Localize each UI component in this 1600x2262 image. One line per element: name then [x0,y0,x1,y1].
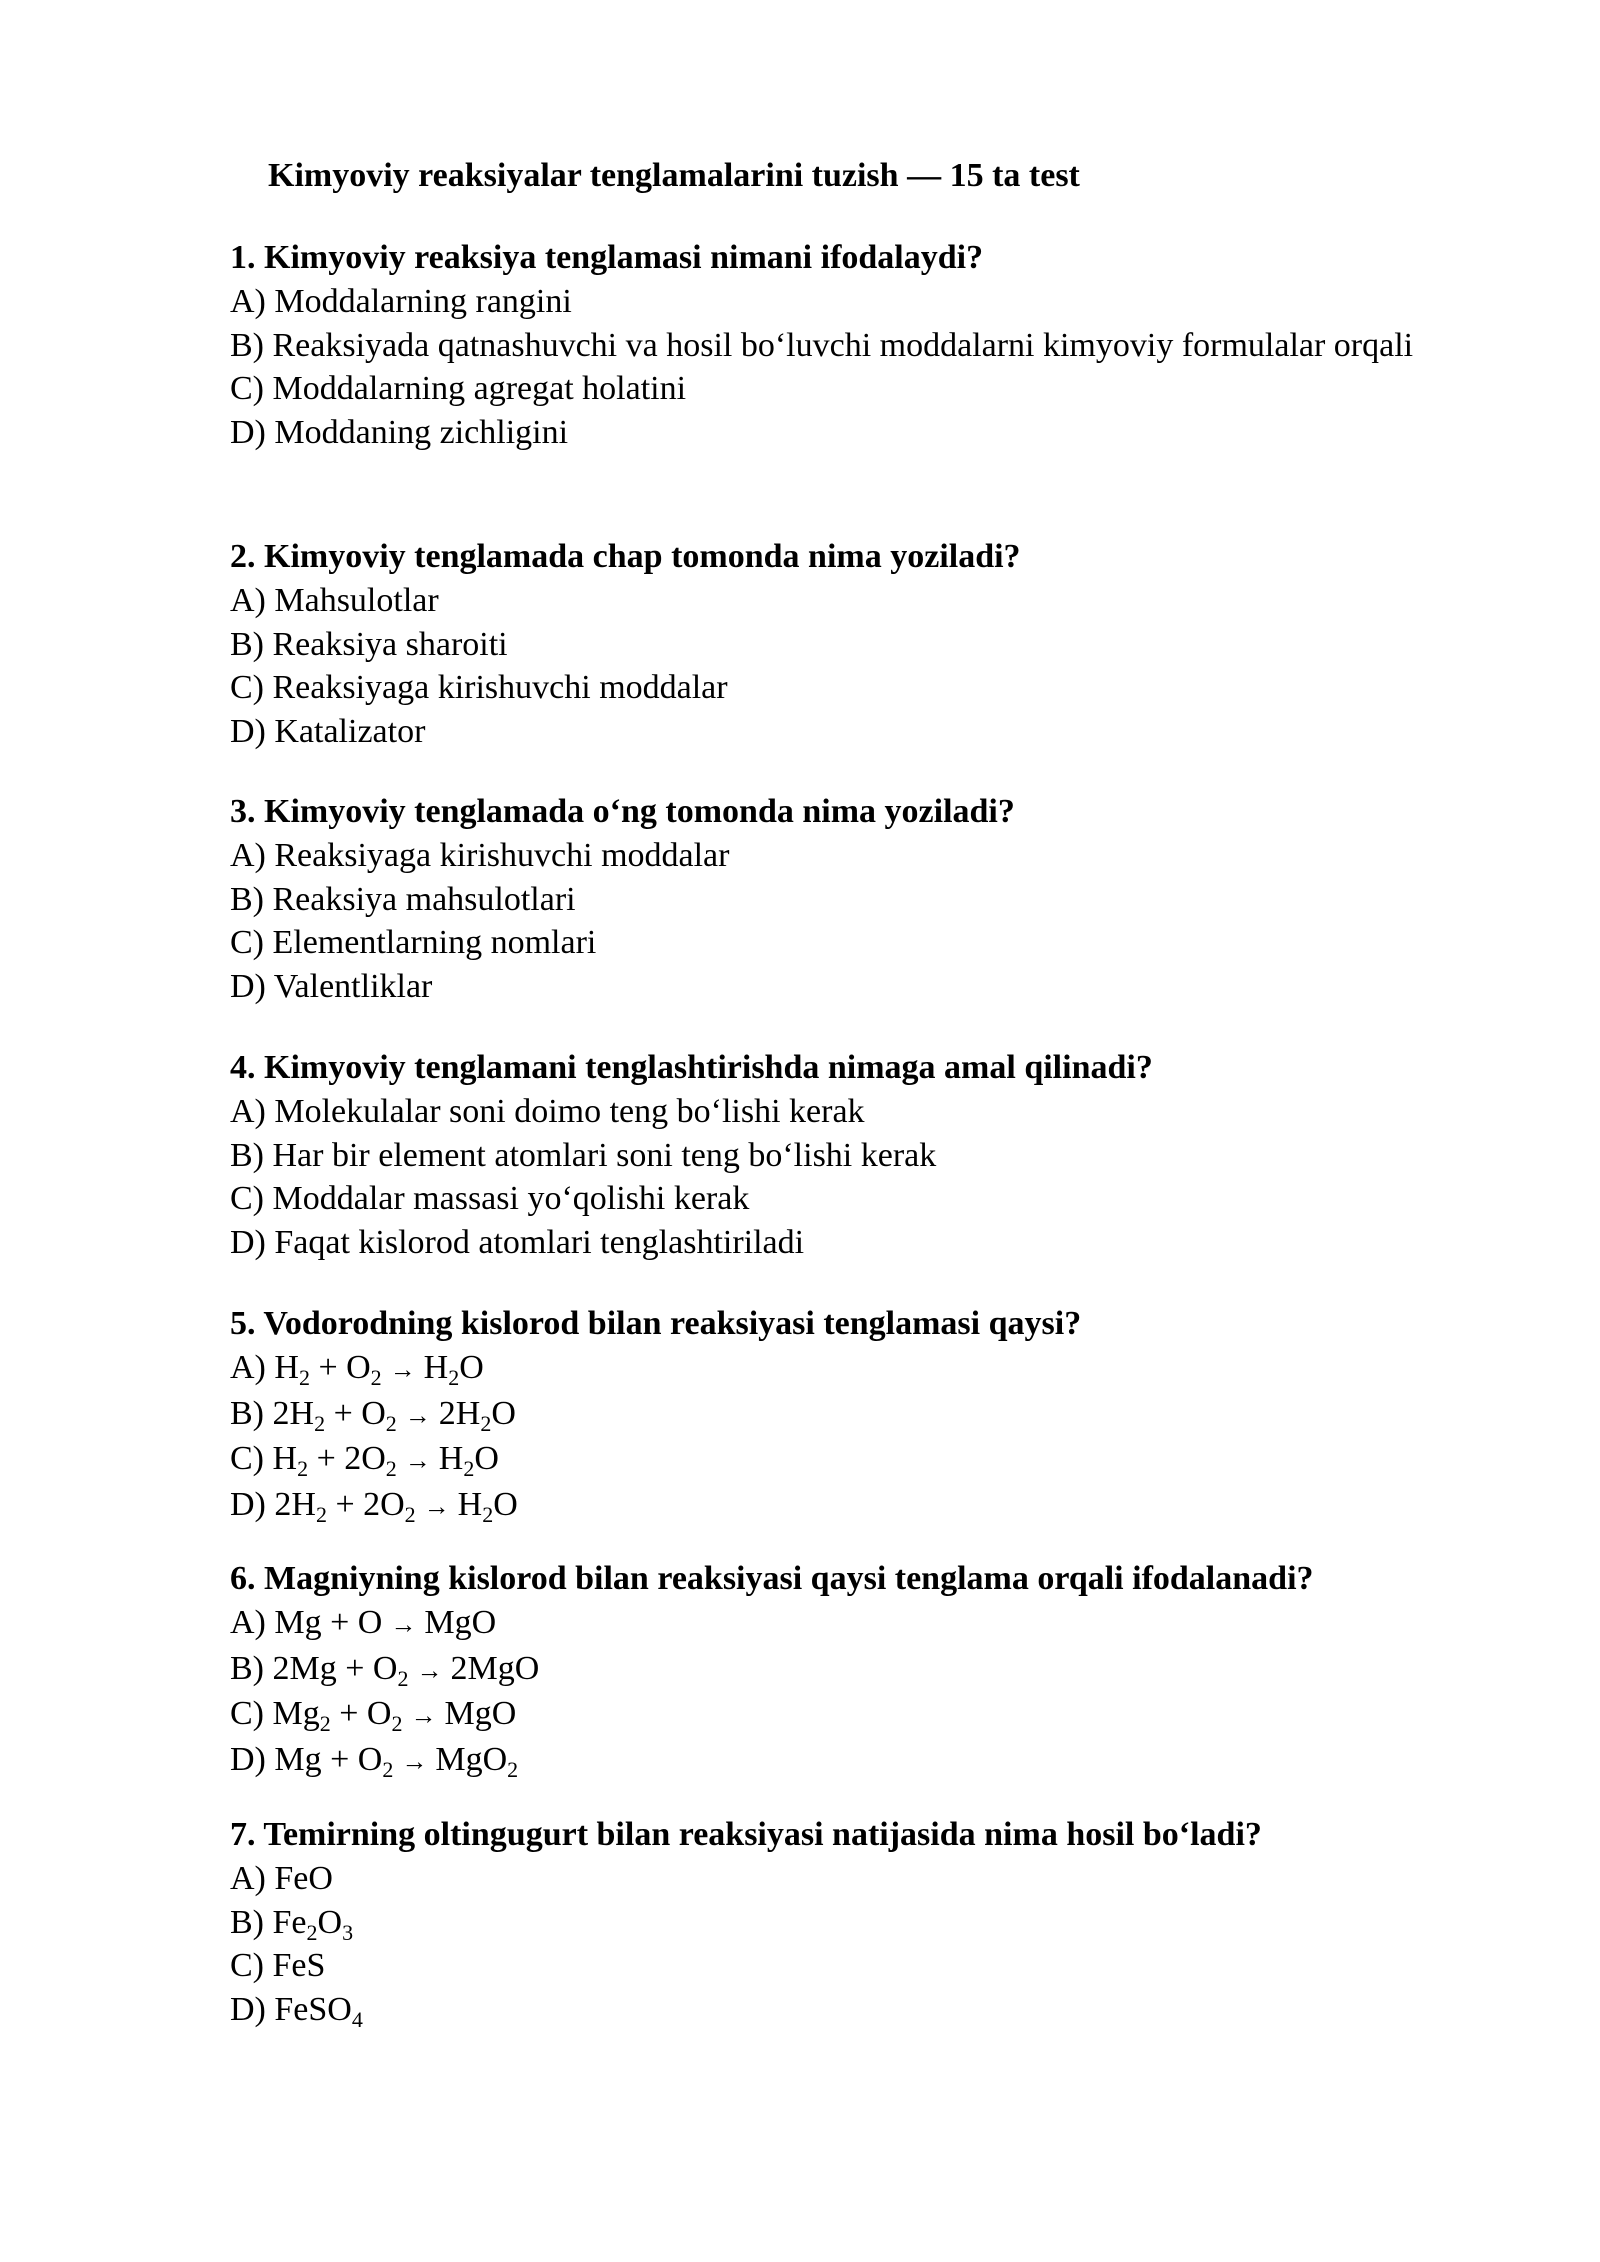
option-b: B) Reaksiya mahsulotlari [230,880,576,918]
option-d: D) Moddaning zichligini [230,413,569,451]
option-c: C) FeS [230,1947,326,1984]
option-c: C) $Mg_2 + O_2$ → MgO [230,1695,517,1736]
option-c: C) Moddalar massasi yo‘qolishi kerak [230,1180,750,1217]
option-a: A) Mahsulotlar [230,582,439,619]
arrow-icon: → [404,1400,431,1430]
question-text: 3. Kimyoviy tenglamada o‘ng tomonda nima yoziladi? [230,793,1015,830]
document-title: Kimyoviy reaksiyalar tenglamalarini tuzish — 15 ta test [268,157,1080,194]
option-d: D) $Mg + O_2 \to MgO_2$ [230,1740,519,1782]
question-5 [230,1302,1490,1528]
arrow-icon: → [390,1610,417,1639]
option-a: A) Molekulalar soni doimo teng bo‘lishi kerak [230,1093,865,1130]
arrow-icon: → [416,1655,443,1685]
question-text: 7. Temirning oltingugurt bilan reaksiyasi natijasida nima hosil bo‘ladi? [230,1816,1262,1853]
option-a: A) Mg + O → MgO [230,1604,497,1641]
option-b: B) Reaksiyada qatnashuvchi va hosil bo‘luvchi moddalarni kimyoviy formulalar orqali [230,326,1414,364]
arrow-icon: → [410,1701,437,1730]
arrow-icon: → [401,1746,428,1776]
option-d: D) $2H_2 + 2O_2 \to H_2O$ [230,1485,518,1527]
option-d: D) Faqat kislorod atomlari tenglashtiriladi [230,1223,805,1261]
option-c: C) Elementlarning nomlari [230,924,597,961]
arrow-icon: → [389,1355,416,1384]
question-3 [230,790,1490,1008]
option-b: B) $Fe_2O_3$ [230,1903,354,1945]
question-text: 1. Kimyoviy reaksiya tenglamasi nimani ifodalaydi? [230,239,984,276]
option-a: A) FeO [230,1860,333,1897]
question-4 [230,1046,1490,1264]
question-1 [230,236,1490,454]
option-c: C) $H_2 + 2O_2 \to H_2O$ [230,1440,499,1481]
option-a: A) Moddalarning rangini [230,283,572,320]
option-b: B) Reaksiya sharoiti [230,625,508,663]
option-a: A) $H_2 + O_2 \to H_2O$ [230,1349,484,1390]
question-text: 2. Kimyoviy tenglamada chap tomonda nima yoziladi? [230,538,1021,575]
option-d: D) Valentliklar [230,967,433,1005]
option-d: D) Katalizator [230,712,426,750]
option-b: B) Har bir element atomlari soni teng bo‘lishi kerak [230,1136,937,1174]
option-b: B) $2Mg + O_2 \to 2MgO$ [230,1649,540,1691]
question-7 [230,1813,1490,2031]
question-text: 4. Kimyoviy tenglamani tenglashtirishda nimaga amal qilinadi? [230,1049,1153,1086]
arrow-icon: → [423,1491,450,1521]
question-2 [230,535,1490,753]
option-c: C) Moddalarning agregat holatini [230,370,687,407]
option-c: C) Reaksiyaga kirishuvchi moddalar [230,669,728,706]
option-a: A) Reaksiyaga kirishuvchi moddalar [230,837,730,874]
option-b: B) $2H_2 + O_2 \to 2H_2O$ [230,1394,516,1436]
option-d: D) FeSO$_4$ [230,1990,363,2032]
question-text: 5. Vodorodning kislorod bilan reaksiyasi tenglamasi qaysi? [230,1305,1082,1342]
question-text: 6. Magniyning kislorod bilan reaksiyasi qaysi tenglama orqali ifodalanadi? [230,1560,1314,1597]
arrow-icon: → [404,1446,431,1475]
question-6 [230,1557,1490,1783]
